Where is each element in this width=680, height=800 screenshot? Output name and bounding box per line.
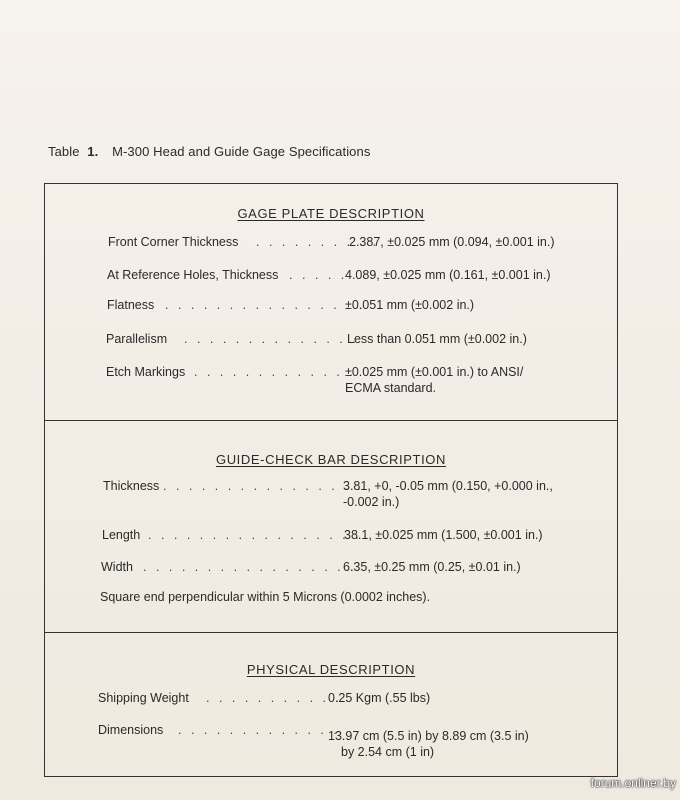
spec-value: 0.25 Kgm (.55 lbs) (328, 691, 431, 705)
section-title: GUIDE-CHECK BAR DESCRIPTION (215, 452, 446, 467)
spec-value: 2.387, ±0.025 mm (0.094, ±0.001 in.) (349, 235, 555, 249)
section-physical (45, 632, 617, 776)
dot-leader: . . . . . . . . . . (256, 235, 379, 249)
spec-value: 3.81, +0, -0.05 mm (0.150, +0.000 in., (343, 479, 553, 493)
dot-leader: . . . . . . . . . . . . . . . . . (148, 528, 362, 542)
section-gage-plate (45, 184, 617, 421)
section-title: PHYSICAL DESCRIPTION (246, 662, 416, 677)
table-title: M-300 Head and Guide Gage Specifications (112, 144, 371, 159)
dot-leader: . . . . . . . . . . . . . (178, 723, 340, 737)
dot-leader: . . . . . . . . . . . . . . . . (165, 298, 366, 312)
spec-label: At Reference Holes, Thickness (107, 268, 279, 282)
table-caption (48, 144, 370, 159)
dot-leader: . . . . . . . . . . . (206, 691, 342, 705)
spec-value: ±0.051 mm (±0.002 in.) (345, 298, 475, 312)
table-label: Table (48, 144, 80, 159)
spec-label: Width (101, 560, 133, 574)
spec-value: 13.97 cm (5.5 in) by 8.89 cm (3.5 in) (328, 729, 529, 743)
spec-value: Less than 0.051 mm (±0.002 in.) (347, 332, 527, 346)
spec-label: Front Corner Thickness (108, 235, 239, 249)
table-number: 1. (87, 144, 99, 159)
spec-label: Shipping Weight (98, 691, 189, 705)
spec-value-continued: ECMA standard. (345, 381, 437, 395)
spec-label: Thickness (103, 479, 160, 493)
spec-value: 6.35, ±0.25 mm (0.25, ±0.01 in.) (343, 560, 521, 574)
watermark: forum.onliner.by (590, 776, 676, 790)
spec-label: Flatness (107, 298, 155, 312)
dot-leader: . . . . . (289, 268, 348, 282)
spec-label: Parallelism (106, 332, 168, 346)
section-note: Square end perpendicular within 5 Microns (0.0002 inches). (100, 590, 431, 604)
dot-leader: . . . . . . . . . . . . . . . . (163, 479, 364, 493)
spec-value: ±0.025 mm (±0.001 in.) to ANSI/ (345, 365, 524, 379)
section-guide-check-bar (45, 420, 617, 633)
section-title: GAGE PLATE DESCRIPTION (237, 206, 425, 221)
spec-value-continued: by 2.54 cm (1 in) (341, 745, 435, 759)
dot-leader: . . . . . . . . . . . . . . . . . (143, 560, 357, 574)
spec-value: 38.1, ±0.025 mm (1.500, ±0.001 in.) (344, 528, 543, 542)
spec-value: 4.089, ±0.025 mm (0.161, ±0.001 in.) (345, 268, 551, 282)
spec-label: Etch Markings (106, 365, 186, 379)
dot-leader: . . . . . . . . . . . . . . (184, 332, 359, 346)
spec-label: Dimensions (98, 723, 164, 737)
dot-leader: . . . . . . . . . . . . . (194, 365, 356, 379)
spec-table (44, 183, 618, 777)
spec-label: Length (102, 528, 141, 542)
spec-value-continued: -0.002 in.) (343, 495, 400, 509)
